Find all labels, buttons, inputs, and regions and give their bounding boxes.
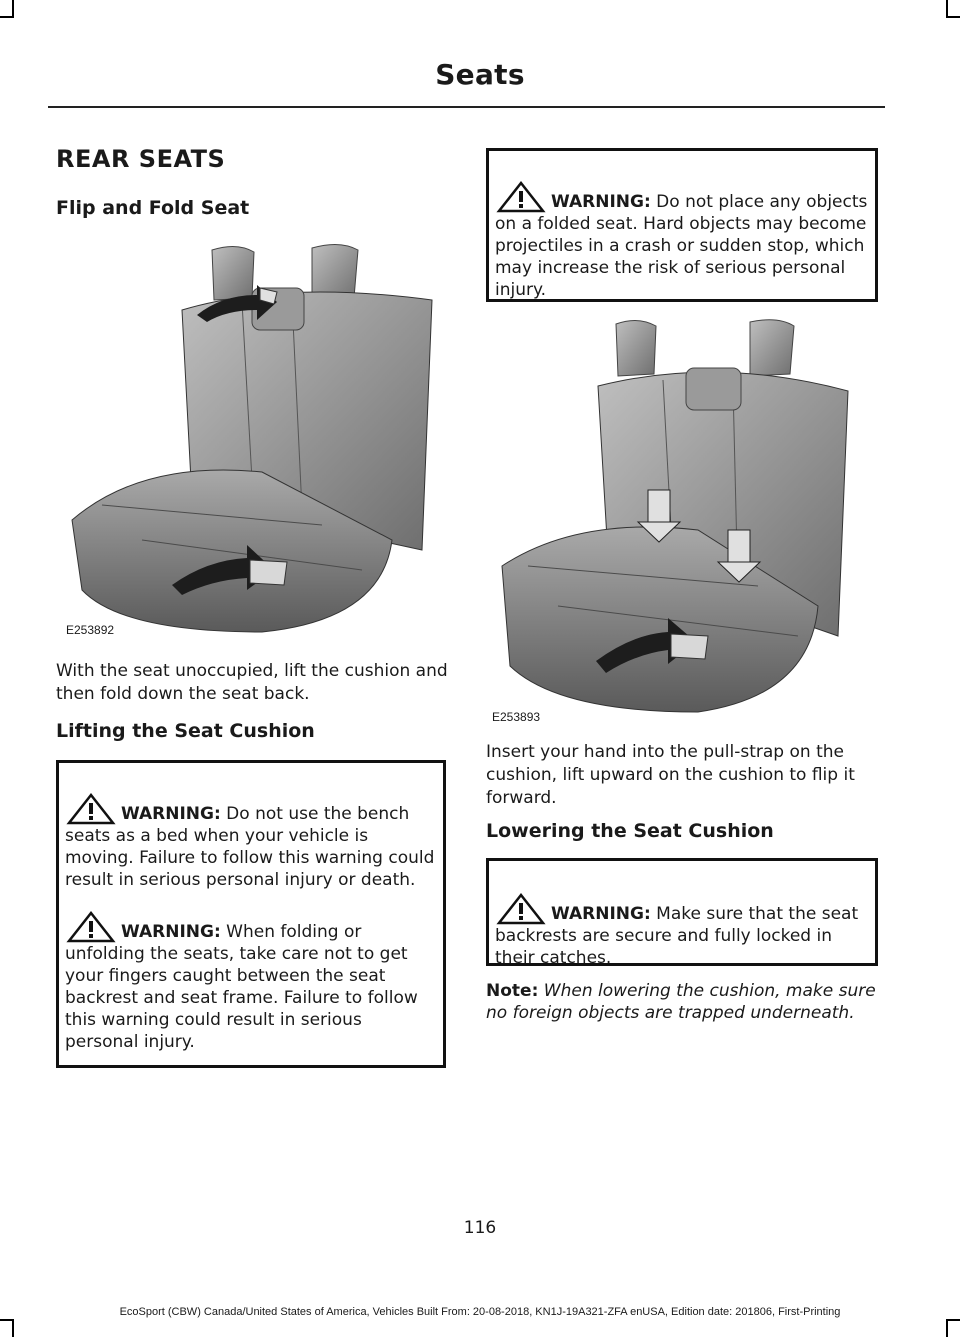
warning-text: Make sure that the seat backrests are secure and fully locked in their catches. [495,904,859,968]
right-subheading-wrap [486,820,878,842]
instruction-text: With the seat unoccupied, lift the cushion and then fold down the seat back. [56,661,448,704]
rear-seat-illustration [62,240,446,640]
page-footer: EcoSport (CBW) Canada/United States of America, Vehicles Built From: 20-08-2018, KN1J-19A321-ZFA enUSA, Edition date: 201806, First-Printing [119,1306,841,1318]
warning-text: Do not use the bench seats as a bed when your vehicle is moving. Failure to follow this warning could result in serious personal injury or death. [65,804,435,890]
crop-mark [0,16,14,18]
warning-icon [65,911,117,943]
rear-seat-illustration [488,316,878,726]
note-text: When lowering the cushion, make sure no foreign objects are trapped underneath. [486,981,876,1023]
subheading-lowering-cushion: Lowering the Seat Cushion [486,820,774,842]
rear-seat-figure-1 [62,240,446,640]
warning-label: WARNING: [551,192,651,212]
crop-mark [0,1319,14,1321]
left-subheading-2-wrap [56,720,448,742]
note [486,980,876,1024]
section-title: REAR SEATS [56,145,226,173]
warning-3 [495,181,869,301]
subheading-flip-fold: Flip and Fold Seat [56,197,250,219]
warning-box-right-2 [486,858,878,966]
warning-box-left [56,760,446,1068]
warning-icon [65,793,117,825]
rear-seat-figure-2 [488,316,878,726]
crop-mark [946,16,960,18]
left-column [56,145,446,219]
warning-text: Do not place any objects on a folded seat. Hard objects may become projectiles in a crash or sudden stop, which may increase the risk of serious personal injury. [495,192,868,300]
crop-mark [946,1319,960,1321]
warning-2 [65,911,435,1053]
left-paragraph-1 [56,660,448,706]
page-header-title: Seats [435,58,525,91]
warning-label: WARNING: [121,804,221,824]
warning-text: When folding or unfolding the seats, take care not to get your fingers caught between the seat backrest and seat frame. Failure to follow this warning could result in serious personal injury. [65,922,418,1052]
warning-4 [495,893,867,969]
crop-mark [12,1319,14,1337]
warning-box-right-1 [486,148,878,302]
page-number: 116 [463,1218,497,1238]
warning-label: WARNING: [551,904,651,924]
note-block [486,980,876,1024]
warning-1 [65,793,435,891]
figure-code-label: E253892 [66,623,115,637]
warning-icon [495,181,547,213]
right-paragraph-1 [486,741,880,810]
subheading-lifting-cushion: Lifting the Seat Cushion [56,720,315,742]
crop-mark [946,1319,948,1337]
figure-code-label: E253893 [492,710,541,724]
note-label: Note: [486,981,539,1001]
instruction-text: Insert your hand into the pull-strap on the cushion, lift upward on the cushion to flip it forward. [486,742,855,808]
warning-icon [495,893,547,925]
header-divider [48,106,885,108]
warning-label: WARNING: [121,922,221,942]
